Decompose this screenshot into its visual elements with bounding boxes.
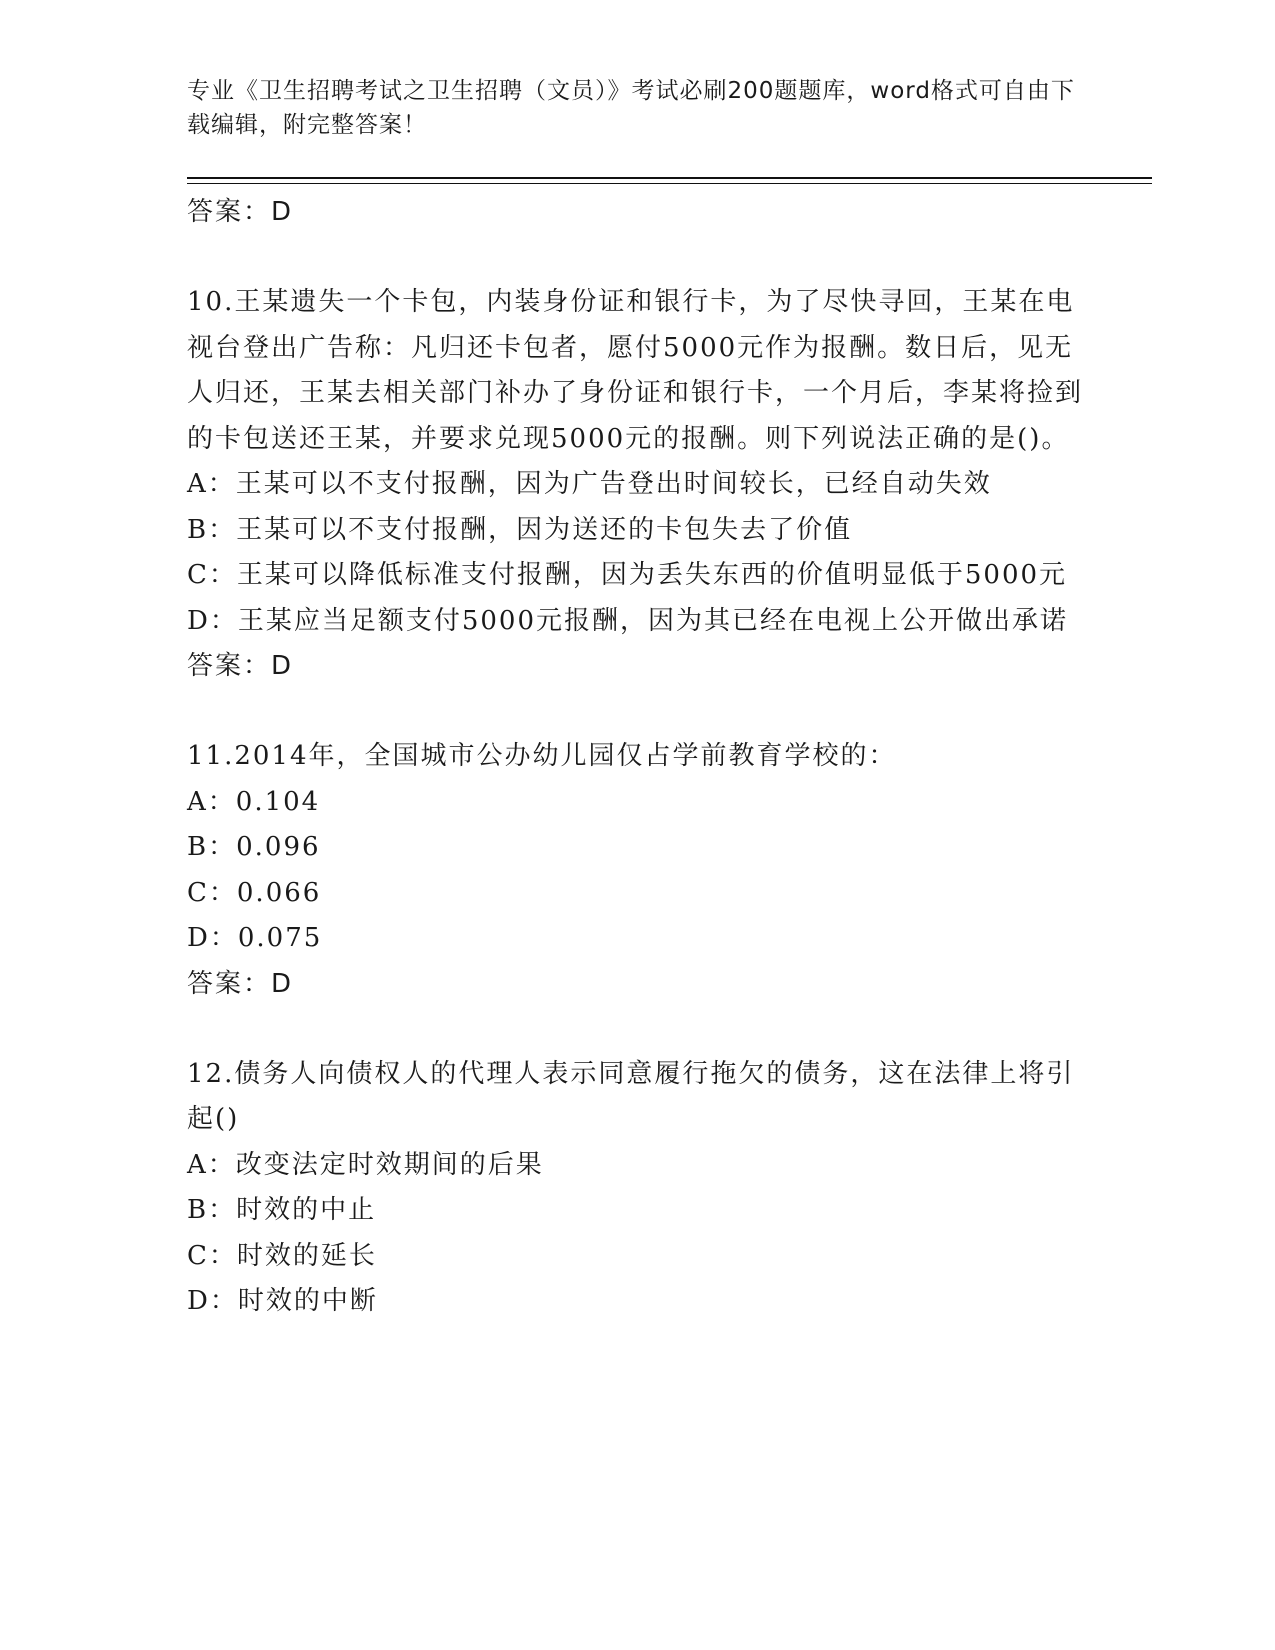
question-12: 12.债务人向债权人的代理人表示同意履行拖欠的债务，这在法律上将引起(): [187, 1058, 1075, 1134]
document-body: [187, 190, 1087, 1325]
question-12-option-b: B：时效的中止: [187, 1195, 377, 1225]
answer-line: 答案：D: [187, 197, 294, 227]
document-header: 专业《卫生招聘考试之卫生招聘（文员）》考试必刷200题题库，word格式可自由下载编辑，附完整答案！: [187, 78, 1075, 138]
question-12-option-a: A：改变法定时效期间的后果: [187, 1149, 544, 1180]
header-rule-thin: [187, 183, 1152, 184]
header-rule-thick: [187, 177, 1152, 179]
question-11-option-d: D：0.075: [187, 923, 323, 953]
question-11-option-b: B：0.096: [187, 832, 321, 862]
question-11: 11.2014年，全国城市公办幼儿园仅占学前教育学校的：: [187, 741, 897, 771]
question-11-answer: 答案：D: [187, 968, 294, 999]
question-12-option-d: D：时效的中断: [187, 1286, 378, 1316]
question-10-option-c: C：王某可以降低标准支付报酬，因为丢失东西的价值明显低于5000元: [187, 560, 1068, 590]
question-12-option-c: C：时效的延长: [187, 1240, 377, 1271]
question-10-option-d: D：王某应当足额支付5000元报酬，因为其已经在电视上公开做出承诺: [187, 605, 1069, 636]
question-11-option-a: A：0.104: [187, 786, 321, 817]
question-10-option-b: B：王某可以不支付报酬，因为送还的卡包失去了价值: [187, 514, 853, 545]
question-10: 10.王某遗失一个卡包，内装身份证和银行卡，为了尽快寻回，王某在电视台登出广告称：凡归还卡包者，愿付5000元作为报酬。数日后，见无人归还，王某去相关部门补办了身份证和银行卡，一个月后，李某将捡到的卡包送还王某，并要求兑现5000元的报酬。则下列说法正确的是()。: [187, 287, 1084, 454]
question-10-answer: 答案：D: [187, 651, 294, 681]
question-10-option-a: A：王某可以不支付报酬，因为广告登出时间较长，已经自动失效: [187, 469, 992, 499]
question-11-option-c: C：0.066: [187, 877, 322, 908]
